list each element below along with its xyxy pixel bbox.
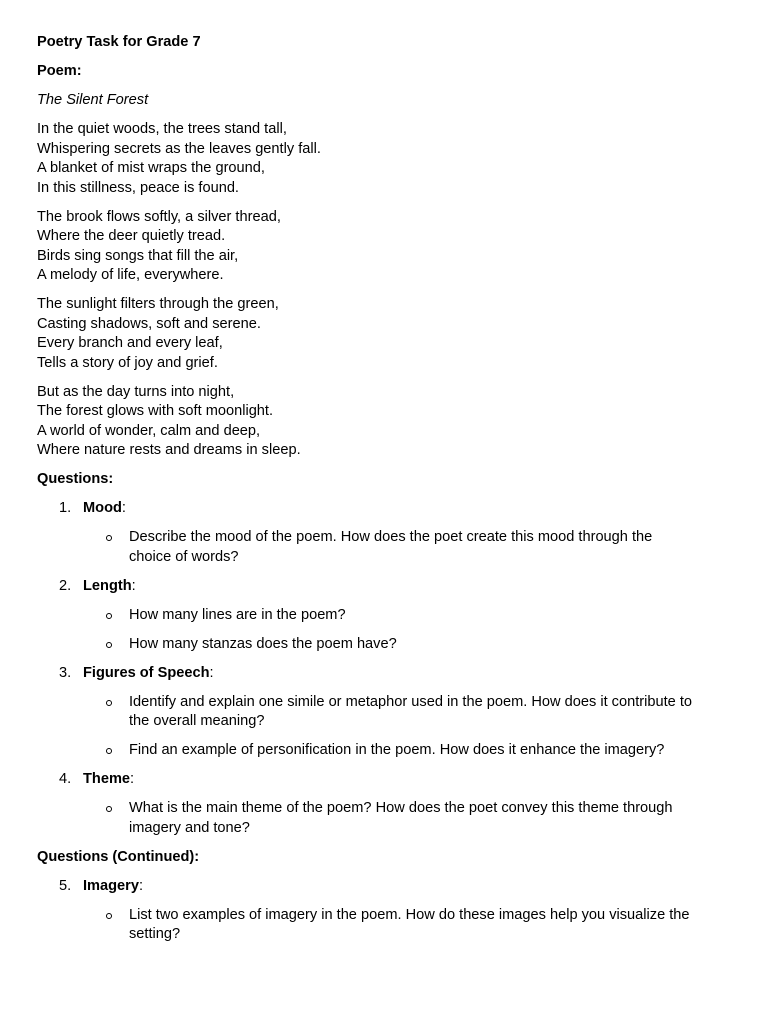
stanza xyxy=(37,383,737,461)
question-number: 2. xyxy=(59,577,72,594)
poem-line: The sunlight filters through the green, xyxy=(37,296,279,312)
sub-question-line: imagery and tone? xyxy=(129,819,250,836)
sub-question-line: Describe the mood of the poem. How does the poet create this mood through the xyxy=(129,529,653,545)
sub-question-line: How many stanzas does the poem have? xyxy=(129,635,397,652)
question-heading: Figures of Speech xyxy=(83,664,210,681)
question-number: 3. xyxy=(59,664,72,681)
document-title: Poetry Task for Grade 7 xyxy=(37,34,201,50)
poem-title: The Silent Forest xyxy=(37,92,149,108)
poem-line: Tells a story of joy and grief. xyxy=(37,354,218,371)
poem-label: Poem: xyxy=(37,63,82,79)
poem-line: The forest glows with soft moonlight. xyxy=(37,403,274,419)
poem-line: Casting shadows, soft and serene. xyxy=(37,315,261,332)
questions-heading: Questions: xyxy=(37,471,114,487)
sub-question-line: What is the main theme of the poem? How does the poet convey this theme through xyxy=(129,800,673,816)
question-item xyxy=(37,877,737,897)
stanza xyxy=(37,208,737,286)
question-item xyxy=(37,664,737,684)
hollow-bullet-icon xyxy=(106,748,112,754)
sub-question-line: Find an example of personification in the poem. How does it enhance the imagery? xyxy=(129,742,665,758)
poem-line: In this stillness, peace is found. xyxy=(37,179,239,196)
question-heading: Theme xyxy=(83,771,131,787)
sub-question xyxy=(37,799,739,838)
question-item xyxy=(37,770,737,790)
poem-line: In the quiet woods, the trees stand tall, xyxy=(37,121,287,137)
sub-question xyxy=(37,635,739,655)
poem-line: A blanket of mist wraps the ground, xyxy=(37,160,265,176)
sub-question xyxy=(37,906,739,945)
question-item xyxy=(37,499,737,519)
questions-continued-heading: Questions (Continued): xyxy=(37,848,200,865)
hollow-bullet-icon xyxy=(106,806,112,812)
hollow-bullet-icon xyxy=(106,700,112,706)
question-number: 4. xyxy=(59,771,72,787)
sub-question-line: choice of words? xyxy=(129,548,239,565)
stanza xyxy=(37,120,737,198)
poem-line: Whispering secrets as the leaves gently fall. xyxy=(37,140,321,157)
poem-line: Where the deer quietly tread. xyxy=(37,228,226,244)
stanza xyxy=(37,295,737,373)
sub-question xyxy=(37,528,739,567)
poem-line: Where nature rests and dreams in sleep. xyxy=(37,442,301,458)
hollow-bullet-icon xyxy=(106,642,112,648)
question-colon: : xyxy=(138,877,144,894)
sub-question-line: the overall meaning? xyxy=(129,713,265,729)
sub-question xyxy=(37,693,739,732)
poem-line: A world of wonder, calm and deep, xyxy=(37,422,261,439)
document-page xyxy=(37,33,737,945)
question-heading: Length xyxy=(83,577,132,594)
poem-line: The brook flows softly, a silver thread, xyxy=(37,208,281,225)
question-heading: Mood xyxy=(83,500,122,516)
question-number: 1. xyxy=(59,500,72,516)
question-colon: : xyxy=(131,577,136,594)
sub-question-line: How many lines are in the poem? xyxy=(129,606,346,623)
sub-question-line: List two examples of imagery in the poem. How do these images help you visualize the xyxy=(129,906,690,923)
question-colon: : xyxy=(209,664,214,681)
poem-line: But as the day turns into night, xyxy=(37,383,235,400)
poem-line: Every branch and every leaf, xyxy=(37,335,223,351)
question-colon: : xyxy=(121,500,126,516)
hollow-bullet-icon xyxy=(106,613,112,619)
question-item xyxy=(37,577,737,597)
hollow-bullet-icon xyxy=(106,913,112,919)
sub-question xyxy=(37,741,739,761)
hollow-bullet-icon xyxy=(106,535,112,541)
poem-line: A melody of life, everywhere. xyxy=(37,267,224,283)
sub-question-line: setting? xyxy=(129,926,181,942)
question-heading: Imagery xyxy=(83,877,139,894)
question-colon: : xyxy=(130,771,135,787)
sub-question-line: Identify and explain one simile or metaphor used in the poem. How does it contribute to xyxy=(129,693,692,710)
question-number: 5. xyxy=(59,877,72,894)
poem-line: Birds sing songs that fill the air, xyxy=(37,247,239,264)
sub-question xyxy=(37,606,739,626)
